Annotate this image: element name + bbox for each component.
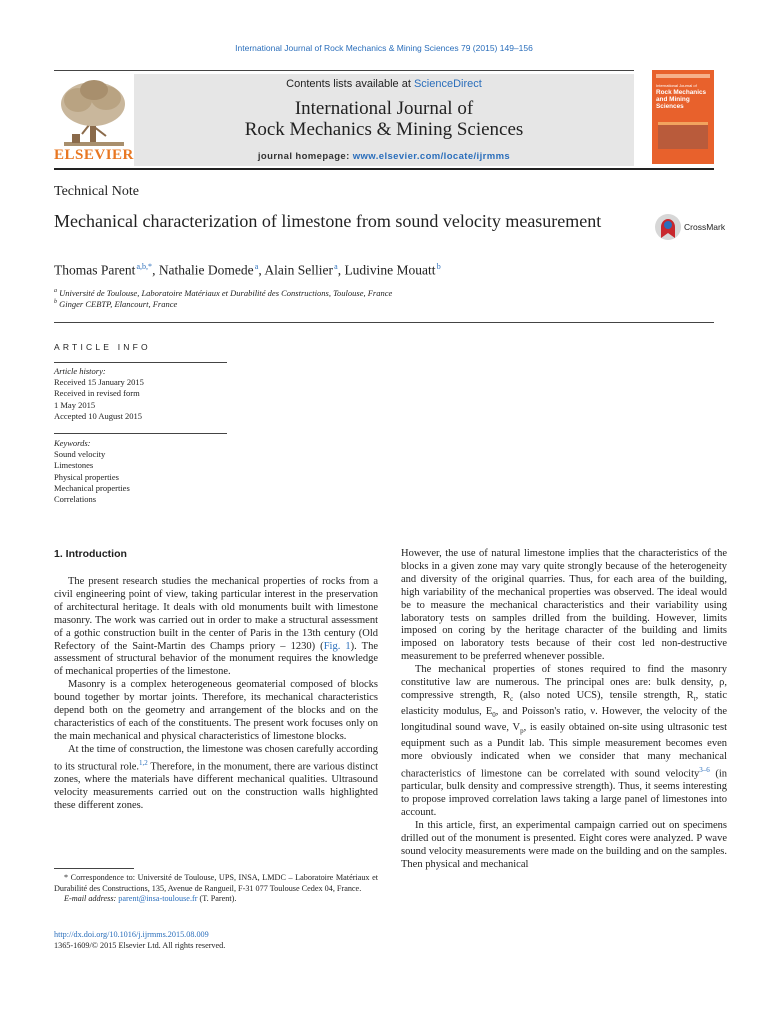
sciencedirect-link[interactable]: ScienceDirect xyxy=(413,78,482,90)
article-title: Mechanical characterization of limestone from sound velocity measurement xyxy=(54,211,602,231)
elsevier-tree-icon xyxy=(54,76,132,150)
journal-homepage xyxy=(134,151,634,162)
history-line: Accepted 10 August 2015 xyxy=(54,410,143,421)
homepage-link[interactable]: www.elsevier.com/locate/ijrmms xyxy=(352,151,511,162)
author-affil-marker[interactable]: a,b,* xyxy=(136,262,153,271)
paragraph-text: At the time of construction, the limestone was chosen carefully according to its structural role. xyxy=(54,743,378,773)
keyword: Sound velocity xyxy=(54,449,106,460)
correspondence-text: * Correspondence to: Université de Toulouse, UPS, INSA, LMDC – Laboratoire Matériaux et Durabilité des Constructions, 135, Avenue de Rangueil, F-31 077 Toulouse Cedex 04, France. xyxy=(54,873,378,893)
doi-link[interactable]: http://dx.doi.org/10.1016/j.ijrmms.2015.08.009 xyxy=(54,930,209,939)
paragraph xyxy=(54,744,378,813)
email-link[interactable]: parent@insa-toulouse.fr xyxy=(118,894,198,904)
publisher-name: ELSEVIER xyxy=(54,147,134,163)
paragraph-text: , static elasticity modulus, E xyxy=(401,689,727,717)
paragraph xyxy=(401,664,727,820)
affiliation-mark: a xyxy=(54,288,57,295)
paragraph-text: Therefore, in the monument, there are various distinct zones, where the materials have different mechanical qualities. Ultrasound velocity measurements carried out on the construction walls highlighted these different zones. xyxy=(54,761,378,811)
author-separator: , xyxy=(258,262,265,278)
author-affil-marker[interactable]: b xyxy=(436,262,441,271)
author-affil-marker[interactable]: a xyxy=(334,262,338,271)
subscript: 0 xyxy=(492,711,496,720)
info-divider xyxy=(54,362,227,363)
author-name[interactable]: Thomas Parent xyxy=(54,262,136,278)
paragraph: However, the use of natural limestone implies that the characteristics of the blocks in a given zone may vary quite strongly because of the heterogeneity and diversity of the original quarries. Thus, for each area of the building, high variability of the mechanical properties was observed. The ideal would be to measure the mechanical characteristics and their variability using laboratory tests on samples drilled from the building. However, limits imposed on coring by the heritage character of the building and limits imposed on laboratory tests because of their cost led non-destructive measurement to be preferred whenever possible. xyxy=(401,548,727,663)
paragraph: In this article, first, an experimental campaign carried out on specimens drilled out of the monument is presented. Eight cores were analyzed. P wave sound velocity measurements were made on the building and on the samples. Then physical and mechanical xyxy=(401,819,727,870)
keyword: Correlations xyxy=(54,494,97,505)
contents-line xyxy=(134,78,634,90)
cover-strip xyxy=(656,74,710,78)
paragraph: Masonry is a complex heterogeneous geomaterial composed of blocks bound together by mortar joints. Therefore, its mechanical characteristics depend both on the geometry and arrangement of the blocks and on the characteristics of each of the constituents. The present work focuses only on the main mechanical and physical characteristics of limestone blocks. xyxy=(54,679,378,742)
paragraph-text: ). The assessment of structural behavior of the monument requires the knowledge of mechanical properties of the limestone. xyxy=(54,640,378,678)
author-separator: , xyxy=(152,262,159,278)
journal-reference[interactable]: International Journal of Rock Mechanics & Mining Sciences 79 (2015) 149–156 xyxy=(235,43,533,53)
footnote-rule xyxy=(54,868,134,869)
citation-link[interactable]: 3–6 xyxy=(699,765,710,774)
affiliation xyxy=(54,299,177,309)
article-identifiers xyxy=(54,930,225,951)
email-suffix: (T. Parent). xyxy=(197,894,237,904)
author-affil-marker[interactable]: a xyxy=(254,262,259,271)
article-type: Technical Note xyxy=(54,184,139,199)
keyword: Physical properties xyxy=(54,471,119,482)
author-separator: , xyxy=(337,262,345,278)
info-rule xyxy=(54,322,714,323)
author-name[interactable]: Alain Sellier xyxy=(264,262,333,278)
affiliation-mark: b xyxy=(54,299,57,306)
email-label: E-mail address: xyxy=(64,894,119,904)
header-thick-rule xyxy=(54,168,714,170)
right-column xyxy=(401,548,727,872)
crossmark-label: CrossMark xyxy=(684,222,726,232)
contents-prefix: Contents lists available at xyxy=(286,78,414,90)
article-info-heading: ARTICLE INFO xyxy=(54,342,151,352)
journal-title-line1: International Journal of xyxy=(294,98,474,119)
history-label: Article history: xyxy=(54,366,106,376)
affiliation-text: Université de Toulouse, Laboratoire Matériaux et Durabilité des Constructions, Toulouse, France xyxy=(57,288,393,298)
figure-link[interactable]: Fig. 1 xyxy=(323,640,351,652)
subscript: t xyxy=(693,695,696,704)
header-rule xyxy=(54,70,634,71)
article-history xyxy=(54,366,144,422)
left-column xyxy=(54,576,378,813)
paragraph xyxy=(54,576,378,679)
journal-banner xyxy=(134,74,634,166)
affiliation-text: Ginger CEBTP, Elancourt, France xyxy=(57,299,178,309)
info-divider xyxy=(54,433,227,434)
elsevier-logo xyxy=(54,76,132,164)
journal-title-line2: Rock Mechanics & Mining Sciences xyxy=(244,119,524,140)
history-line: Received 15 January 2015 xyxy=(54,377,144,388)
keywords-label: Keywords: xyxy=(54,438,91,448)
homepage-label: journal homepage: xyxy=(257,151,353,162)
journal-title xyxy=(134,98,634,140)
history-line: 1 May 2015 xyxy=(54,399,96,410)
subscript: c xyxy=(510,695,514,704)
crossmark-icon xyxy=(654,212,682,242)
paragraph-text: , and Poisson's ratio, ν. However, the velocity of the longitudinal sound wave, V xyxy=(401,705,727,733)
correspondence-footnote xyxy=(54,873,378,905)
section-heading: 1. Introduction xyxy=(54,548,127,560)
author-name[interactable]: Ludivine Mouatt xyxy=(344,262,436,278)
keywords xyxy=(54,438,130,505)
issn-copyright: 1365-1609/© 2015 Elsevier Ltd. All rights reserved. xyxy=(54,940,226,950)
cover-title xyxy=(656,82,714,110)
crossmark-badge[interactable] xyxy=(654,212,734,242)
history-line: Received in revised form xyxy=(54,388,140,399)
subscript: p xyxy=(520,727,524,736)
cover-title-main: Rock Mechanics and Mining Sciences xyxy=(656,89,707,110)
paragraph-text: The mechanical properties of stones required to find the masonry constitutive law are numerous. The principal ones are: bulk density, ρ, compressive strength, R xyxy=(401,664,727,701)
author-name[interactable]: Nathalie Domede xyxy=(158,262,254,278)
cover-image xyxy=(658,122,708,149)
journal-cover[interactable] xyxy=(652,70,714,164)
paragraph-text: (also noted UCS), tensile strength, R xyxy=(513,689,694,701)
email-line xyxy=(54,894,378,905)
keyword: Limestones xyxy=(54,460,94,471)
affiliation xyxy=(54,288,392,298)
keyword: Mechanical properties xyxy=(54,482,130,493)
citation-link[interactable]: 1,2 xyxy=(139,758,148,767)
paragraph-text: (in particular, bulk density and compressive strength). Thus, it seems interesting to propose improved correlation laws taking a large panel of limestones into account. xyxy=(401,768,727,818)
cover-title-small: International Journal of xyxy=(656,83,697,88)
paragraph-text: The present research studies the mechanical properties of rocks from a civil engineering point of view, taking particular interest in the preservation of architectural heritage. It deals with old monuments built with limestone masonry. The work was carried out in order to make a structural assessment of a gothic construction built in the center of Paris in the 13th century (Old Refectory of the Saint-Martin des Champs priory – 1230) ( xyxy=(54,576,378,652)
paragraph-text: , is easily obtained on-site using ultrasonic test equipment such as a Pundit lab. This simple measurement becomes even more obviously indicated when we consider that many mechanical characteristics of limestone can be correlated with sound velocity xyxy=(401,721,727,780)
author-list xyxy=(54,262,441,279)
